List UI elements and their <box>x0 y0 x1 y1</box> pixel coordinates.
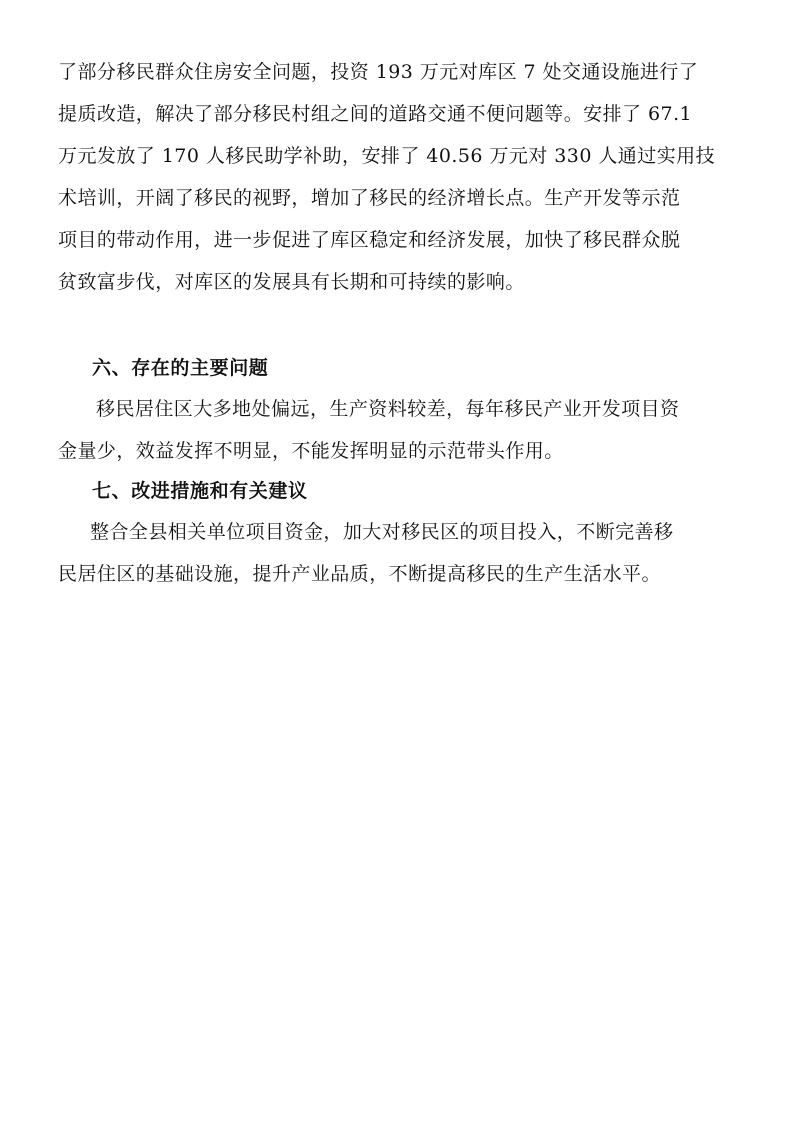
paragraph-line: 贫致富步伐，对库区的发展具有长期和可持续的影响。 <box>58 271 525 293</box>
paragraph-line: 金量少，效益发挥不明显，不能发挥明显的示范带头作用。 <box>58 440 564 462</box>
paragraph-line: 了部分移民群众住房安全问题，投资 193 万元对库区 7 处交通设施进行了 <box>58 61 699 83</box>
paragraph-line: 整合全县相关单位项目资金，加大对移民区的项目投入，不断完善移 <box>90 521 674 543</box>
paragraph-line: 项目的带动作用，进一步促进了库区稳定和经济发展，加快了移民群众脱 <box>58 229 681 251</box>
paragraph-line: 移民居住区大多地处偏远，生产资料较差，每年移民产业开发项目资 <box>96 398 680 420</box>
paragraph-line: 术培训，开阔了移民的视野，增加了移民的经济增长点。生产开发等示范 <box>58 187 681 209</box>
paragraph-line: 提质改造，解决了部分移民村组之间的道路交通不便问题等。安排了 67.1 <box>58 103 693 125</box>
paragraph-line: 万元发放了 170 人移民助学补助，安排了 40.56 万元对 330 人通过实用技 <box>58 145 716 167</box>
paragraph-line: 民居住区的基础设施，提升产业品质，不断提高移民的生产生活水平。 <box>58 563 661 585</box>
section-heading-suggestions: 七、改进措施和有关建议 <box>92 480 308 502</box>
section-heading-problems: 六、存在的主要问题 <box>92 357 269 379</box>
